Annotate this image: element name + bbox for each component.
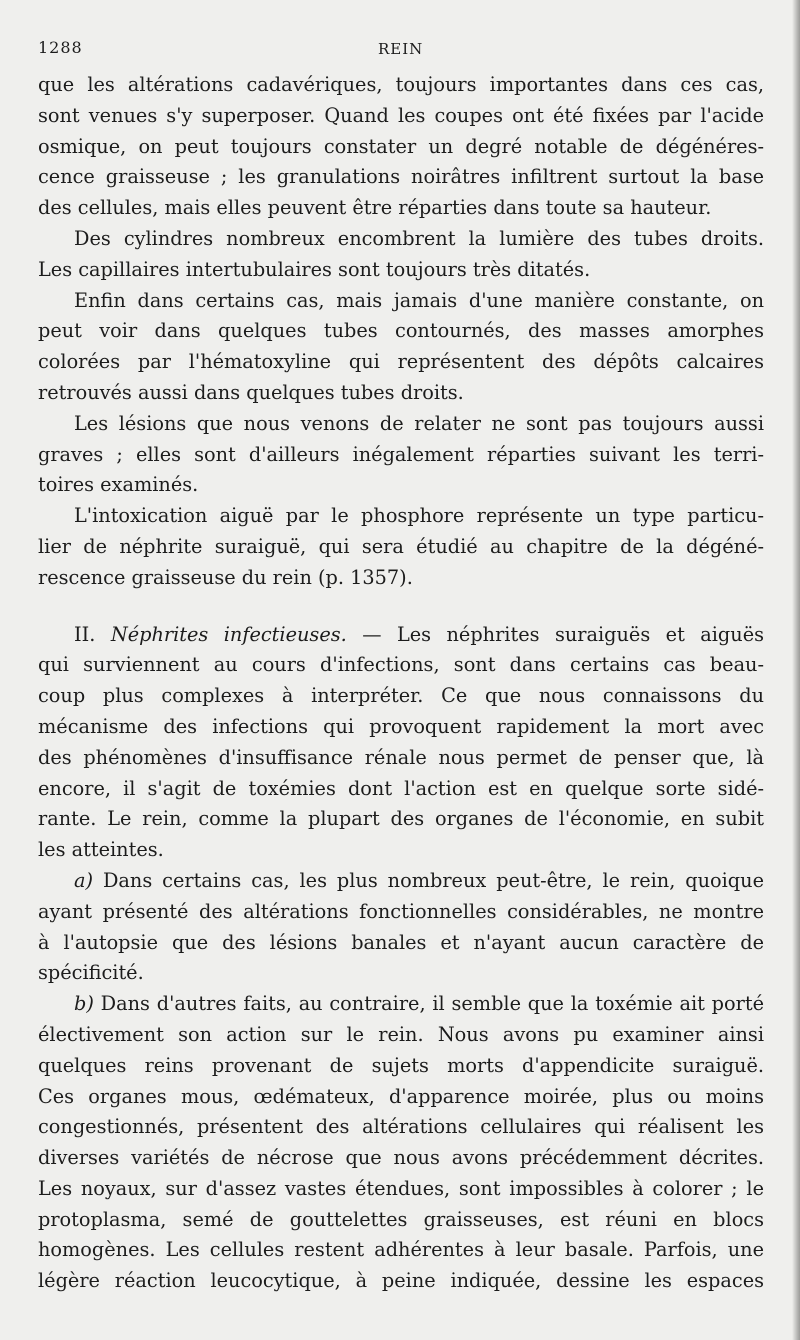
text-line: que les altérations cadavériques, toujours importantes dans ces cas, bbox=[38, 73, 764, 96]
text-line: coup plus complexes à interpréter. Ce que nous connaissons du bbox=[38, 684, 764, 708]
text-line: des cellules, mais elles peuvent être réparties dans toute sa hauteur. bbox=[38, 196, 712, 220]
text-line: Des cylindres nombreux encombrent la lumière des tubes droits. bbox=[74, 226, 764, 250]
text-line: à l'autopsie que des lésions banales et n'ayant aucun caractère de bbox=[38, 930, 764, 954]
paragraph bbox=[38, 409, 764, 501]
text-line-content: Dans d'autres faits, au contraire, il semble que la toxémie ait porté bbox=[100, 992, 764, 1016]
text-line: congestionnés, présentent des altérations cellulaires qui réalisent les bbox=[38, 1115, 764, 1139]
text-line: Enfin dans certains cas, mais jamais d'une manière constante, on bbox=[74, 288, 764, 312]
text-line: ayant présenté des altérations fonctionnelles considérables, ne montre bbox=[38, 899, 764, 923]
section-heading-line bbox=[38, 620, 764, 651]
text-line: sont venues s'y superposer. Quand les coupes ont été fixées par l'acide bbox=[38, 103, 764, 127]
text-line: rescence graisseuse du rein (p. 1357). bbox=[38, 565, 413, 589]
section-number: II. bbox=[74, 622, 96, 646]
list-marker: b) bbox=[74, 992, 94, 1016]
text-line: osmique, on peut toujours constater un degré notable de dégénéres- bbox=[38, 134, 764, 158]
section-dash: — bbox=[362, 622, 382, 646]
text-line: électivement son action sur le rein. Nous avons pu examiner ainsi bbox=[38, 1022, 764, 1046]
page-edge-shadow bbox=[792, 0, 800, 1340]
paragraph bbox=[38, 866, 764, 989]
paragraph bbox=[38, 224, 764, 286]
text-line: Ces organes mous, œdémateux, d'apparence moirée, plus ou moins bbox=[38, 1084, 764, 1108]
paragraph bbox=[38, 620, 764, 866]
text-line: Les néphrites suraiguës et aiguës bbox=[396, 622, 764, 646]
text-line: spécificité. bbox=[38, 961, 144, 985]
text-line bbox=[38, 989, 764, 1020]
paragraph bbox=[38, 501, 764, 593]
text-line: légère réaction leucocytique, à peine indiquée, dessine les espaces bbox=[38, 1269, 764, 1293]
section-spacer bbox=[38, 594, 764, 620]
text-line: quelques reins provenant de sujets morts d'appendicite suraiguë. bbox=[38, 1053, 764, 1077]
running-title: REIN bbox=[378, 40, 424, 58]
text-line: cence graisseuse ; les granulations noirâtres infiltrent surtout la base bbox=[38, 165, 764, 189]
paragraph bbox=[38, 70, 764, 224]
text-line: toires examinés. bbox=[38, 473, 199, 497]
text-line: Les capillaires intertubulaires sont toujours très ditatés. bbox=[38, 257, 591, 281]
page-number: 1288 bbox=[38, 38, 83, 57]
text-line: lier de néphrite suraiguë, qui sera étudié au chapitre de la dégéné- bbox=[38, 534, 764, 558]
text-line: Les noyaux, sur d'assez vastes étendues, sont impossibles à colorer ; le bbox=[38, 1176, 764, 1200]
text-line: diverses variétés de nécrose que nous avons précédemment décrites. bbox=[38, 1146, 764, 1170]
list-marker: a) bbox=[74, 868, 94, 892]
paragraph bbox=[38, 989, 764, 1297]
text-line: des phénomènes d'insuffisance rénale nous permet de penser que, là bbox=[38, 745, 764, 769]
text-line-content: Dans certains cas, les plus nombreux peut-être, le rein, quoique bbox=[102, 868, 764, 892]
text-line: Les lésions que nous venons de relater ne sont pas toujours aussi bbox=[74, 411, 764, 435]
text-line: qui surviennent au cours d'infections, sont dans certains cas beau- bbox=[38, 653, 764, 677]
text-line: retrouvés aussi dans quelques tubes droits. bbox=[38, 380, 464, 404]
text-line bbox=[38, 866, 764, 897]
text-line: encore, il s'agit de toxémies dont l'action est en quelque sorte sidé- bbox=[38, 776, 764, 800]
text-line: homogènes. Les cellules restent adhérentes à leur basale. Parfois, une bbox=[38, 1238, 764, 1262]
text-line: protoplasma, semé de gouttelettes graisseuses, est réuni en blocs bbox=[38, 1207, 764, 1231]
text-line: colorées par l'hématoxyline qui représentent des dépôts calcaires bbox=[38, 350, 764, 374]
text-line: graves ; elles sont d'ailleurs inégalement réparties suivant les terri- bbox=[38, 442, 764, 466]
text-line: mécanisme des infections qui provoquent rapidement la mort avec bbox=[38, 714, 764, 738]
section-title: Néphrites infectieuses. bbox=[110, 622, 347, 646]
text-line: peut voir dans quelques tubes contournés, des masses amorphes bbox=[38, 319, 764, 343]
body-text bbox=[38, 70, 764, 1297]
text-line: L'intoxication aiguë par le phosphore représente un type particu- bbox=[74, 504, 764, 528]
text-line: rante. Le rein, comme la plupart des organes de l'économie, en subit bbox=[38, 807, 764, 831]
page-header bbox=[38, 38, 764, 70]
text-line: les atteintes. bbox=[38, 838, 164, 862]
paragraph bbox=[38, 286, 764, 409]
